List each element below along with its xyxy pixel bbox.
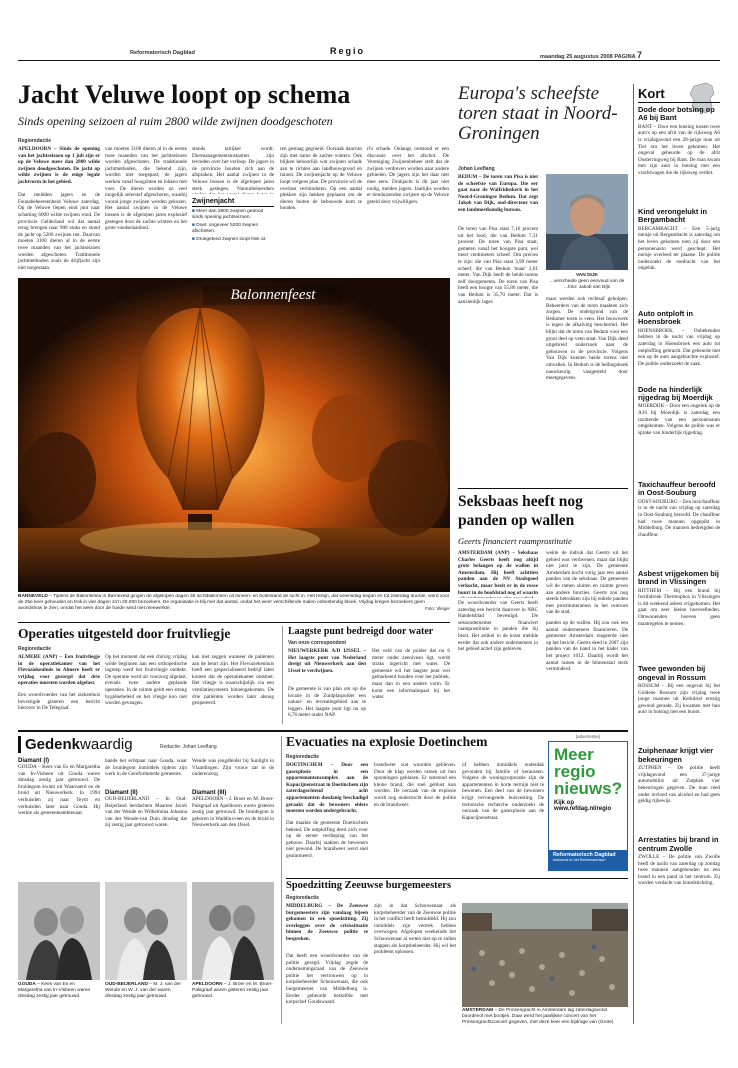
amsterdam-caption	[462, 1008, 628, 1026]
diamant-1-text: GOUDA – Kees van Es en Margaretha van In-Visbeen uit Gouda waren dinsdag zestig jaar getrouwd. De bruidegom kwam uit Waarnaerd en de bruid uit Nieuwerkerk. In 1994 verhuisden zij naar Teynt en verhuisden later naar Gouda. Hij werkte als gemeenteambtenaar.	[18, 764, 100, 817]
lead-headline: Jacht Veluwe loopt op schema	[18, 80, 351, 109]
gedenk-byline: Redactie: Johan Leeflang	[160, 744, 217, 750]
ad-line-2: regio	[554, 762, 596, 781]
lead-subtitle: Sinds opening seizoen al ruim 2800 wilde zwijnen doodgeschoten	[18, 114, 333, 128]
zwijnenjacht-item-text: Doel: ongeveer 5200 zwijnen afschieten.	[192, 223, 259, 234]
diamant-2-heading: Diamant (II)	[105, 790, 138, 796]
zwijnenjacht-box	[192, 198, 274, 274]
ad-line-3: nieuws?	[554, 779, 623, 798]
kort-item-heading: Taxichauffeur beroofd in Oost-Souburg	[638, 480, 716, 498]
ad-kijk: Kijk op	[554, 800, 575, 806]
zeeuwse-col-1: Dat heeft een woordvoerder van de politie gezegd. Vrijdag zegde de ondernemingsraad van de Zeeuwse politie het vertrouwen op in korpsbeheerder Schouwenaar, die ook burgemeester van Middelburg is. Eerder gebeurde hetzelfde met korpschef Goudswaard.	[286, 953, 368, 1006]
kort-item-heading: Dode na hinderlijk rijgedrag bij Moerdijk	[638, 384, 713, 403]
kort-item	[638, 570, 720, 660]
kort-item-text: ZWOLLE – De politie van Zwolle heeft de nacht van zaterdag op zondag twee mannen aangehouden na een brand in een pand in het centrum. Zij worden verdacht van brandstichting.	[638, 854, 720, 887]
zeeuwse-rule	[286, 878, 628, 879]
doetinchem-lead: DOETINCHEM – Door een gasexplosie in een appartementencomplex aan de Kapucijnenstraat in Doetinchem zijn zaterdagochtend acht appartementen dusdanig beschadigd geraakt dat de bewoners elders moesten worden ondergebracht.	[286, 762, 368, 815]
europa-headline: Europa's scheefste toren staat in Noord-Groningen	[458, 84, 618, 144]
lead-col-3: stonds talrijker wordt. Diermanagementsinstanties zijn tevreden over het verloop. De jagers in de provincie houden zich aan de afspraken. Het aantal zwijnen in de Veluwe bossen is de afgelopen jaren sterk gestegen. Natuurbeheerders	[192, 146, 274, 192]
kort-item-heading: Arrestaties bij brand in centrum Zwolle	[638, 835, 719, 853]
gedenk-caption-text: – Kees van Es en Margaretha van In-Visbeen waren dinsdag zestig jaar getrouwd.	[18, 982, 91, 999]
europa-col-2: maar werden ook rechtsaf geholpen. Beheerders van de toren maakten zich zorgen. De ondergrond van de Bedumer toren is veen. Het bouwwerk is tegen de afkalving beschermd. Het blijkt dat de toren van Bedum voor een groot deel op veen staat. Van Dijk deed uitgebreid onderzoek naar de gebouwen in de provincie. Volgens Van Dijk kunnen beide torens niet omvallen. In Bedum is de hellingshoek nauwkeurig vastgesteld door meetgegevens.	[546, 296, 628, 382]
van-dijk-caption	[546, 273, 628, 293]
kort-item-text: OOST-SOUBURG – Een taxichauffeur is in de nacht van vrijdag op zaterdag in Oost-Souburg beroofd. De chauffeur had twee mannen opgepikt in Middelburg. De mannen bedreigden de chauffeur.	[638, 498, 720, 538]
amsterdam-caption-text: – De Prinsengracht in Amsterdam lag zaterdagavond boordevol met bootjes. Daar werd het jaarlijkse concert van het Prinsengrachtconcert gegeven, met deze keer een bijdrage van (Grote)	[462, 1008, 614, 1025]
kort-item-text: RITTHEM – Bij een brand bij fortifabriek Thermophos in Vlissingen is dit weekend asbest vrijgekomen. Het gaat om zeer kleine hoeveelheden. Omwonenden hoeven geen maatregelen te nemen.	[638, 587, 720, 627]
kort-item	[638, 310, 720, 381]
kort-item-text: ROSSUM – Bij een ongeval bij het Goldene Rossum zijn vrijdag twee jonge mannen uit Kerkdriel ernstig gewond geraakt. Zij kwamen met hun auto in botsing met een boom.	[638, 683, 720, 716]
gedenk-caption-oudbeijerland	[105, 982, 187, 1022]
europa-byline: Johan Leeflang	[458, 166, 495, 172]
gedenk-title-b: waardig	[80, 736, 133, 753]
diamant-1-heading: Diamant (I)	[18, 758, 50, 764]
header-section: Regio	[330, 46, 366, 56]
zwijnenjacht-item: ■ Drukgebied zwijnen loopt flink af.	[192, 237, 267, 242]
kort-item	[638, 386, 720, 476]
kort-divider	[633, 84, 634, 1024]
header-page-label: PAGINA	[614, 54, 636, 60]
gedenk-photo-gouda	[18, 882, 100, 980]
diamant-3-heading: Diamant (III)	[192, 790, 227, 796]
kort-item-heading: Asbest vrijgekomen bij brand in Vlissingen	[638, 568, 719, 587]
europa-lead: BEDUM – De toren van Pisa is niet de scheefste van Europa. Die eer gaat naar de Walfriduskerk in het Noord-Groningse Bedum. Dat zegt Jakob van Dijk, oud-directeur van een landmeetkundig bureau.	[458, 174, 538, 213]
lead-col-4: ren gestaag gegroeid. Oorzaak daarvan zijn met name de zachte winters. Ook blijken behoorlijk wat zwijnen schade aan te richten aan landbouwgrond en tuinen. De zwijnenjacht op de Veluwe loopt volgens plan. De provincie wil de overlast verminderen. Op een aantal plekken zijn hekken geplaatst om de dieren buiten de bebouwde kom te houden.	[280, 146, 362, 212]
zwijnenjacht-box-title: Zwijnenjacht	[192, 198, 274, 207]
ad-box[interactable]	[548, 741, 628, 871]
seksbaas-col-1: De woordvoerder van Geerts heeft zaterdag een bericht daarover in NRC Handelsblad bevestigd. De seksondernemer financiert raamprostitutie in panden die hij bezit. Het artikel in de krant meldde eerder dat ook andere ondernemers in het gebied actief zijn gebleven.	[458, 600, 538, 653]
gedenk-title-a: Gedenk	[18, 736, 80, 753]
gedenk-title	[18, 736, 133, 753]
diamant-2-text: OUD-BEIJERLAND – In Oud-Beijerland herdachten Maarten Jacob van der Wende en Wilhelmina Johanna van der Wende-van Duin dinsdag dat zij zestig jaar getrouwd waren.	[105, 796, 187, 829]
lead-intro: APELDOORN – Sinds de opening van het jachtseizoen op 1 juli zijn er op de Veluwe meer dan 2800 wilde zwijnen doodgeschoten. De jacht op wilde zwijnen is de enige legale jachtvorm in het gebied.	[18, 146, 100, 185]
photo-credit: Foto: Vlieger	[425, 606, 450, 611]
ad-label: [advertentie]	[575, 734, 601, 739]
lead-col-1-text: Dat meldden jagers en de Faunabeheereenheid Veluwe zaterdag. Op de Veluwe liepen eind juni naar schatting 6000 wilde zwijnen rond. De provincie Gelderland wil dat aantal terug brengen naar 900 stuks en stond de jacht op 5200 zwijnen toe. Daarvan moeten 3100 dieren al in de eerste twee maanden van het jachtseizoen worden afgeschoten. Traditionele jachtmethoden zoals de drijfjacht zijn niet toegestaan.	[18, 192, 100, 271]
gedenk-caption-text: – M. J. van der Wende en W. J. van der waren dinsdag zestig jaar getrouwd.	[105, 982, 181, 999]
diamant-3-text: APELDOORN – J. Broer en M. Broer-Palsgraaf uit Apeldoorn waren gisteren zestig jaar getrouwd. De bruidegom is geboren in Waddinxveen en de bruid in Nieuwerkerk aan den IJssel.	[192, 796, 274, 829]
doetinchem-byline: Regioredactie	[286, 754, 320, 760]
gedenk-caption-apeldoorn	[192, 982, 274, 1022]
ad-brand-bar	[549, 850, 627, 870]
zwijnenjacht-item-text: Drukgebied zwijnen loopt flink af.	[196, 237, 267, 242]
zeeuwse-col-2: zijn in dat Schouwenaar als korpsbeheerder van de Zeeuwse politie in het conflict heeft bemiddeld. Hij zou inmiddels zijn vertrek hebben overwogen. Afgelopen weekeinde liet Schouwenaar al weten niet op te zullen stappen als korpsbeheerder. Hij wil het probleem oplossen.	[374, 903, 456, 956]
doetinchem-col-3: of hebben inmiddels onderdak gevonden bij familie of kennissen. Volgens de woningcorporatie zijn de appartementen in korte termijn niet te bewonen. Een deel van de bewoners krijgt vervangende huisvesting. De technische recherche onderzoekt de oorzaak van de gasexplosie aan de Kapucijnenstraat.	[462, 762, 544, 821]
kort-item	[638, 665, 720, 742]
gedenk-caption-name: OUD-BEIJERLAND	[105, 982, 148, 987]
doetinchem-col-2: brandweer wat woorden gebleven. Door de klap werden ramen uit hun sponningen geblazen. Er ontstond een kleine brand, die snel geblust kon worden. De oorzaak van de explosie wordt nog onderzocht door de politie en de brandweer.	[374, 762, 456, 808]
couple-illustration	[18, 882, 100, 980]
ad-brand: Reformatorisch Dagblad	[553, 852, 616, 858]
fruitvlieg-col-1: Een woordvoerder van het ziekenhuis bevestigde gisteren een bericht hierover in De Telegraaf.	[18, 692, 100, 712]
header-rule	[18, 60, 720, 61]
laagste-divider	[282, 626, 283, 724]
kort-title: Kort	[638, 86, 665, 101]
kort-item	[638, 481, 720, 565]
canal-crowd-illustration	[462, 903, 628, 1007]
fruitvlieg-headline: Operaties uitgesteld door fruitvliegje	[18, 626, 231, 641]
diamant-2-pre: bande het echtpaar naar Gouda, waar de bruidegom inmiddels tijdens zijn werk in de Gereformeerde gemeente.	[105, 758, 187, 778]
couple-illustration	[105, 882, 187, 980]
kort-item-text: HOENSBROEK – Onbekenden hebben in de nacht van vrijdag op zaterdag in Hoensbroek een auto tot ontploffing gebracht. Dat gebeurde met een op de auto aangebrachte explosief. De politie onderzoekt de zaak.	[638, 327, 720, 367]
kort-item	[638, 208, 720, 305]
amsterdam-caption-place: AMSTERDAM	[462, 1008, 494, 1013]
lead-byline: Regioredactie	[18, 138, 52, 144]
kort-item-heading: Zuiphenaar krijgt vier bekeuringen	[638, 746, 714, 764]
seksbaas-subtitle: Geerts financiert raamprostitutie	[458, 536, 572, 546]
seksbaas-headline: Seksbaas heeft nog panden op wallen	[458, 493, 583, 529]
laagste-col-1: De gemeente is van plan om op die locatie in de Zuidplaspolder een natuur- en recreatiegebied aan te leggen. Het laagste punt ligt nu op 6,76 meter onder NAP.	[288, 686, 366, 719]
gedenk-photo-oudbeijerland	[105, 882, 187, 980]
kort-item	[638, 747, 720, 831]
gedenk-col-1	[18, 758, 100, 878]
fruitvlieg-col-3: kan niet zeggen wanneer de patiënten aan de beurt zijn. Het Flevoziekenhuis heeft een gespecialiseerd bedrijf laten komen dat de operatiekamer ontsmet. Het vliegje is waarschijnlijk via een ventilatiesysteem binnengekomen. De drie patiënten worden later alsnog geopereerd.	[192, 654, 274, 707]
laagste-lead: NIEUWERKERK A/D IJSSEL – Het laagste punt van Nederland dreigt uit Nieuwerkerk aan den IJssel te verdwijnen.	[288, 648, 366, 674]
lead-col-5: ri's schade. Onlangs ontstond er een discussie over het afschot. De Vereniging Zwijnenbeheer stelt dat de zwijnen verdreven worden naar andere gebieden. De jagers zijn het daar niet mee eens. Drukjacht is dit jaar niet nodig, melden jagers. Jaarlijks worden er tienduizenden zwijnen op de Veluwe geteld door vrijwilligers.	[367, 146, 449, 205]
balloon-illustration	[18, 278, 450, 592]
couple-illustration	[192, 882, 274, 980]
advertisement[interactable]	[548, 734, 628, 874]
kort-items	[638, 106, 720, 920]
laagste-byline: Van onze correspondent	[288, 640, 347, 646]
laagste-headline: Laagste punt bedreigd door water	[288, 626, 434, 637]
gedenk-photo-apeldoorn	[192, 882, 274, 980]
kort-item-text: BANT – Door een botsing tussen twee auto's op een afrit van de rijksweg A6 is vrijdagavond een 28-jarige man uit Tiel om het leven gekomen. Het ongeval gebeurde op de afrit Oosterringweg bij Bant. De man kwam met zijn auto in botsing met een vrachtwagen die de rijksweg verliet.	[638, 123, 720, 176]
kort-list	[638, 106, 720, 1024]
kort-item-heading: Twee gewonden bij ongeval in Rossum	[638, 664, 706, 682]
ad-line-1: Meer	[554, 745, 594, 764]
fruitvlieg-byline: Regioredactie	[18, 646, 52, 652]
kort-item	[638, 836, 720, 920]
zeeuwse-lead: MIDDELBURG – De Zeeuwse burgemeesters zijn vandaag bijeen gekomen in een spoedzitting. Zij overleggen over de crisissituatie binnen de Zeeuwse politie te bespreken.	[286, 903, 368, 942]
balloon-photo	[18, 278, 450, 592]
photo-caption-text: – Tijdens de Ballonfiësta in Barneveld gingen de afgelopen dagen 35 luchtballonnen uit binnen- en buitenland de lucht in. Het festijn, dat woensdag begon en tot zaterdag duurde, werd voor de 25e keer gehouden en trok in vier dagen zo'n 20.000 bezoekers. De organisatie is blij met dat aantal, ondat het weer verschillende malen onbestendig bleek. Vrijdag kregen bezoekers geen avondshow te zien, omdat het weer door de harde wind niet meewerkte.	[18, 594, 450, 611]
photo-title: Balonnenfeest	[203, 286, 343, 305]
portrait-illustration	[546, 174, 628, 270]
laagste-col-2: Het veld van de polder dat nu 6 meter onder zeeniveau ligt, wordt straks ingericht met water. De gemeente wil het laagste punt wel gemarkeerd houden voor het publiek, maar dan in een andere vorm. Er komt een informatiepaal bij het water.	[372, 648, 450, 701]
photo-caption-place: BARNEVELD	[18, 594, 48, 599]
zwijnenjacht-item: ■ Doel: ongeveer 5200 zwijnen afschieten.	[192, 223, 259, 234]
van-dijk-caption-name: VAN DIJK	[575, 273, 599, 278]
header-paper-name: Reformatorisch Dagblad	[130, 50, 195, 56]
fruitvlieg-col-2: Op het moment dat een chirurg vrijdag wilde beginnen aan een orthopedische ingreep werd het fruitvliegje ontdekt. De operatie werd uit voorzorg afgelast, evenals twee andere geplande operaties. In de ruimte geldt een streng hygiënebeleid en het vliegje kon niet worden gevangen.	[105, 654, 187, 707]
europa-col-1: De toren van Pisa staat 7,16 procent uit het lood, die van Bedum 7,31 procent. De toren van Pisa staat, gemeten vanaf het hoogste punt, wel meer centimeters scheef. Om precies te zijn: die van Pisa staat 3,99 meter scheef, die van Bedum 'maar' 2,61 meter. Van Dijk heeft de beide torens zelf doorgemeten. De toren van Pisa heeft een hoogte van 55,86 meter, die van Bedum is 35,70 meter. Dat is aanzienlijk lager.	[458, 226, 538, 305]
gedenk-caption-text: – J. Broer en M. Broer-Palsgraaf waren gisteren zestig jaar getrouwd.	[192, 982, 273, 999]
gedenk-col-2	[105, 758, 187, 878]
gedenk-col-3	[192, 758, 274, 878]
doetinchem-divider	[281, 736, 282, 1024]
zeeuwse-headline: Spoedzitting Zeeuwse burgemeesters	[286, 880, 452, 891]
kort-item	[638, 106, 720, 203]
van-dijk-photo	[546, 174, 628, 270]
gedenk-caption-name: APELDOORN	[192, 982, 223, 987]
fruitvlieg-lead: ALMERE (ANP) – Een fruitvliegje in de operatiekamer van het Flevoziekenhuis in Almere heeft er vrijdag voor gezorgd dat drie operaties moesten worden afgelast.	[18, 654, 100, 687]
lead-col-2: van moeten 3100 dieren al in de eerste twee maanden van het jachtseizoen worden afgeschoten. De traditionele jachtmethoden, die bekend zijn, worden niet toegepast; de jagers werken vanaf hoogzitten en lokken met voer. De dieren worden zo veel mogelijk selectief afgeschoten, waarbij vooral jonge zwijnen worden gekozen. Het aantal zwijnen in de Veluwe bossen is de afgelopen jaren explosief gestegen door de zachte winters en het grote voedselaanbod.	[105, 146, 187, 232]
gedenk-caption-name: GOUDA	[18, 982, 36, 987]
kort-rule	[638, 102, 720, 103]
ad-headline	[549, 742, 627, 797]
diamant-3-pre: Wende was jeugdleider bij Sunlight in Vlaardingen. Zijn vrouw zat in de ouderenzorg.	[192, 758, 274, 778]
gedenk-caption-gouda	[18, 982, 100, 1022]
fruit-rule	[18, 622, 450, 623]
kort-item-heading: Kind verongelukt in Bergambacht	[638, 207, 707, 225]
lead-col-1	[18, 146, 100, 274]
seksbaas-col-2: wekte de indruk dat Geerts uit het gebied was verdwenen, maar dat blijkt niet juist te zijn. De gemeente Amsterdam kocht vorig jaar een aantal panden van de seksbaas. De gemeente wil de ramen sluiten en ruimte geven aan andere functies. Geerts zou nog steeds betrokken zijn bij enkele panden met prostitutieramen in het centrum van de stad.	[546, 550, 628, 616]
ad-url[interactable]: www.refdag.nl/regio	[554, 806, 612, 812]
header-page-num: 7	[637, 50, 643, 60]
kort-item-text: BERGAMBACHT – Een 5-jarig meisje uit Bergambacht is zaterdag om het leven gekomen toen zij door een personenauto werd geschept. Het meisje overleed ter plaatse. De politie onderzoekt de toedracht van het ongeluk.	[638, 225, 720, 272]
seksbaas-rule	[458, 488, 628, 489]
gedenk-rule	[18, 730, 628, 732]
seksbaas-lead: AMSTERDAM (ANP) – Seksbaas Charles Geerts heeft nog altijd grote belangen op de wallen in Amsterdam. Hij heeft achttien panden aan de NV Stadsgoed verkocht, maar bezit er in de rosse buurt in de hoofdstad nog of waarin	[458, 550, 538, 596]
ad-slogan: toekomst in het Reformatorisch	[553, 858, 606, 862]
doetinchem-col-1: Dat maakte de gemeente Doetinchem bekend. De ontploffing deed zich voor op de eerste verdieping van het gebouw. Daarbij raakten de bewoners niet gewond. De brandweer werd snel gealarmeerd.	[286, 820, 368, 859]
header-date-text: maandag 25 augustus 2008	[540, 54, 613, 60]
photo-caption	[18, 594, 450, 620]
doetinchem-headline: Evacuaties na explosie Doetinchem	[286, 734, 488, 749]
kort-item-heading: Auto ontploft in Hoensbroek	[638, 309, 693, 327]
zwijnenjacht-item-text: Meer dan 2800 zwijnen gedood sinds opening jachtseizoen.	[192, 209, 264, 220]
amsterdam-photo	[462, 903, 628, 1007]
zwijnenjacht-item: ■ Meer dan 2800 zwijnen gedood sinds opening jachtseizoen.	[192, 209, 264, 220]
kort-item-heading: Dode door botsing op A6 bij Bant	[638, 106, 715, 123]
seksbaas-col-3: panden op de wallen. Hij zou ook een aantal ondernemers financieren. De gemeente Amsterdam reageerde niet op het bericht. Geerts deed in 2007 zijn panden van de hand in het kader van het project 1012. Daarbij wordt het aantal ramen in de binnenstad sterk verminderd.	[546, 620, 628, 673]
kort-item-text: MOERDIJK – Door een ongeluk op de A16 bij Moerdijk is zaterdag een inzittende van een personenauto omgekomen. Volgens de politie was er sprake van hinderlijk rijgedrag.	[638, 403, 720, 436]
kort-item-text: ZUTPHEN – De politie heeft vrijdagavond een 37-jarige automobilist uit Zutphen vier bekeuringen gegeven. De man reed onder invloed van alcohol en had geen geldig rijbewijs.	[638, 765, 720, 805]
header-date	[540, 50, 642, 60]
zeeuwse-byline: Regioredactie	[286, 895, 320, 901]
van-dijk-caption-text: ...verscheide geen eenvoud van de ...foto: Jakob van Dijk	[549, 279, 625, 290]
